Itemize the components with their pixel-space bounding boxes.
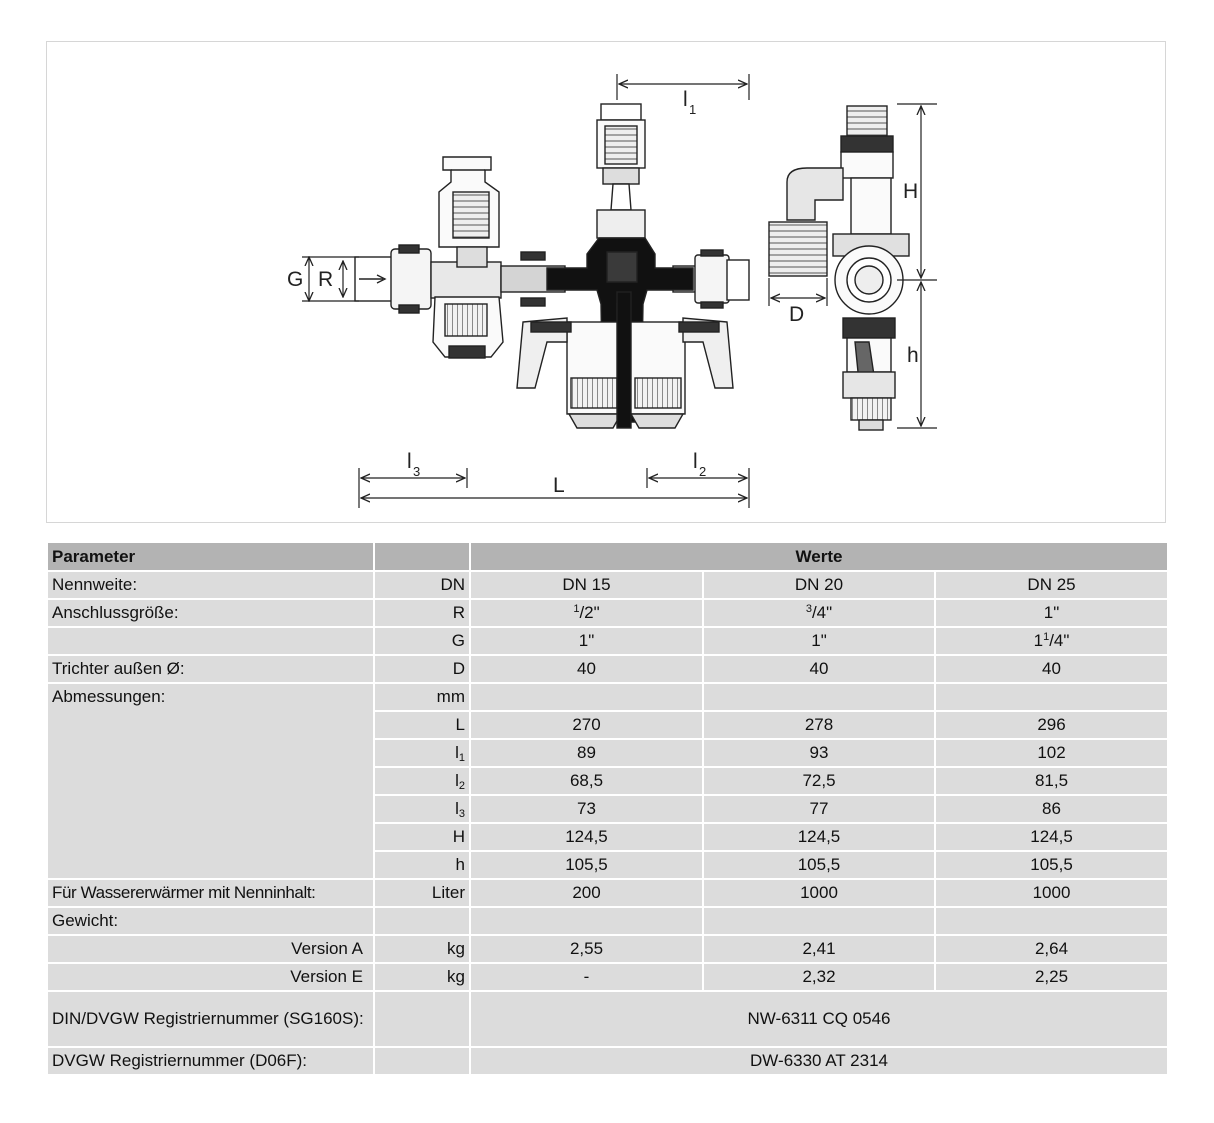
value-empty [703,683,935,711]
unit-letter: l [455,798,459,818]
value-dn25: 1000 [935,879,1168,907]
row-label: Für Wassererwärmer mit Nenninhalt: [47,879,374,907]
valve-drawing-svg [47,42,1167,524]
dim-label-l2: l [693,450,698,473]
row-label: Trichter außen Ø: [47,655,374,683]
fraction-whole: 1 [1033,631,1044,650]
unit-subscript: 1 [458,751,465,764]
value-dn20: 1000 [703,879,935,907]
row-label: Anschlussgröße: [47,599,374,627]
fraction-denominator: /4" [811,603,833,622]
unit-letter: l [455,770,459,790]
row-unit: L [374,711,470,739]
dim-label-l1-sub: 1 [689,102,697,117]
fraction-denominator: /2" [579,603,600,622]
row-unit: h [374,851,470,879]
fraction-numerator: 1 [573,603,580,615]
value-dn20: 40 [703,655,935,683]
table-row [47,571,1168,599]
value-dn15: - [470,963,703,991]
row-unit: R [374,599,470,627]
table-header-row [47,542,1168,571]
fraction-denominator: /4" [1049,631,1070,650]
row-unit: Liter [374,879,470,907]
table-row [47,879,1168,907]
value-dn25: 2,64 [935,935,1168,963]
dim-label-g: G [287,268,304,291]
value-dn25 [935,627,1168,655]
header-parameter: Parameter [47,542,374,571]
value-dn20 [703,599,935,627]
value-dn15: 124,5 [470,823,703,851]
row-label: Gewicht: [47,907,374,935]
value-dn25: 124,5 [935,823,1168,851]
value-dn20: 1" [703,627,935,655]
value-dn20: 124,5 [703,823,935,851]
row-unit: D [374,655,470,683]
value-dn20: 278 [703,711,935,739]
dim-label-length: L [553,474,565,497]
value-dn20: 72,5 [703,767,935,795]
table-row [47,935,1168,963]
value-empty [470,683,703,711]
unit-subscript: 2 [458,779,465,792]
value-dn20: 2,41 [703,935,935,963]
value-dn15: 2,55 [470,935,703,963]
registration-number: NW-6311 CQ 0546 [470,991,1168,1047]
row-unit: kg [374,935,470,963]
value-dn25: 296 [935,711,1168,739]
value-dn20: 77 [703,795,935,823]
fraction-numerator: 1 [1043,631,1050,643]
value-empty [470,907,703,935]
value-empty [703,907,935,935]
row-unit-empty [374,991,470,1047]
row-unit [374,739,470,767]
value-dn15: DN 15 [470,571,703,599]
dim-label-r: R [318,268,334,291]
dim-label-l2-sub: 2 [699,464,707,479]
value-dn25: 40 [935,655,1168,683]
value-dn15: 270 [470,711,703,739]
value-dn25: 2,25 [935,963,1168,991]
table-row [47,963,1168,991]
row-unit: kg [374,963,470,991]
value-dn15: 89 [470,739,703,767]
technical-drawing [46,41,1166,523]
dim-label-height-total: H [903,180,919,203]
value-empty [935,683,1168,711]
header-values: Werte [470,542,1168,571]
table-row [47,599,1168,627]
value-dn15: 200 [470,879,703,907]
row-unit [374,767,470,795]
row-label: DVGW Registriernummer (D06F): [47,1047,374,1075]
value-empty [935,907,1168,935]
row-label: Version E [47,963,374,991]
dim-label-l3: l [407,450,412,473]
value-dn25: 102 [935,739,1168,767]
value-dn15: 73 [470,795,703,823]
dim-label-l1: l [683,88,688,111]
value-dn20: 105,5 [703,851,935,879]
unit-letter: l [455,742,459,762]
row-label: Abmessungen: [47,683,374,879]
row-unit: mm [374,683,470,711]
table-row [47,627,1168,655]
row-label: Nennweite: [47,571,374,599]
table-row [47,655,1168,683]
value-dn15 [470,599,703,627]
row-unit-empty [374,1047,470,1075]
header-unit-empty [374,542,470,571]
table-row [47,1047,1168,1075]
row-unit: G [374,627,470,655]
unit-subscript: 3 [458,807,465,820]
row-unit-empty [374,907,470,935]
table-row [47,683,1168,711]
row-label-empty [47,627,374,655]
dim-label-height-lower: h [907,344,919,367]
row-unit [374,795,470,823]
value-dn15: 68,5 [470,767,703,795]
value-dn25: 105,5 [935,851,1168,879]
value-dn25: DN 25 [935,571,1168,599]
row-unit: DN [374,571,470,599]
value-dn25: 81,5 [935,767,1168,795]
row-label: DIN/DVGW Registriernummer (SG160S): [47,991,374,1047]
value-dn20: 93 [703,739,935,767]
dim-label-diameter: D [789,303,805,326]
dim-label-l3-sub: 3 [413,464,421,479]
value-dn25: 1" [935,599,1168,627]
valve-side-view [769,106,909,430]
value-dn15: 1" [470,627,703,655]
spec-table [46,541,1169,1076]
fraction-numerator: 3 [805,603,812,615]
row-label: Version A [47,935,374,963]
value-dn25: 86 [935,795,1168,823]
table-row [47,907,1168,935]
registration-number: DW-6330 AT 2314 [470,1047,1168,1075]
value-dn15: 40 [470,655,703,683]
value-dn20: DN 20 [703,571,935,599]
valve-front-view [355,104,749,428]
value-dn15: 105,5 [470,851,703,879]
value-dn20: 2,32 [703,963,935,991]
row-unit: H [374,823,470,851]
table-row [47,991,1168,1047]
